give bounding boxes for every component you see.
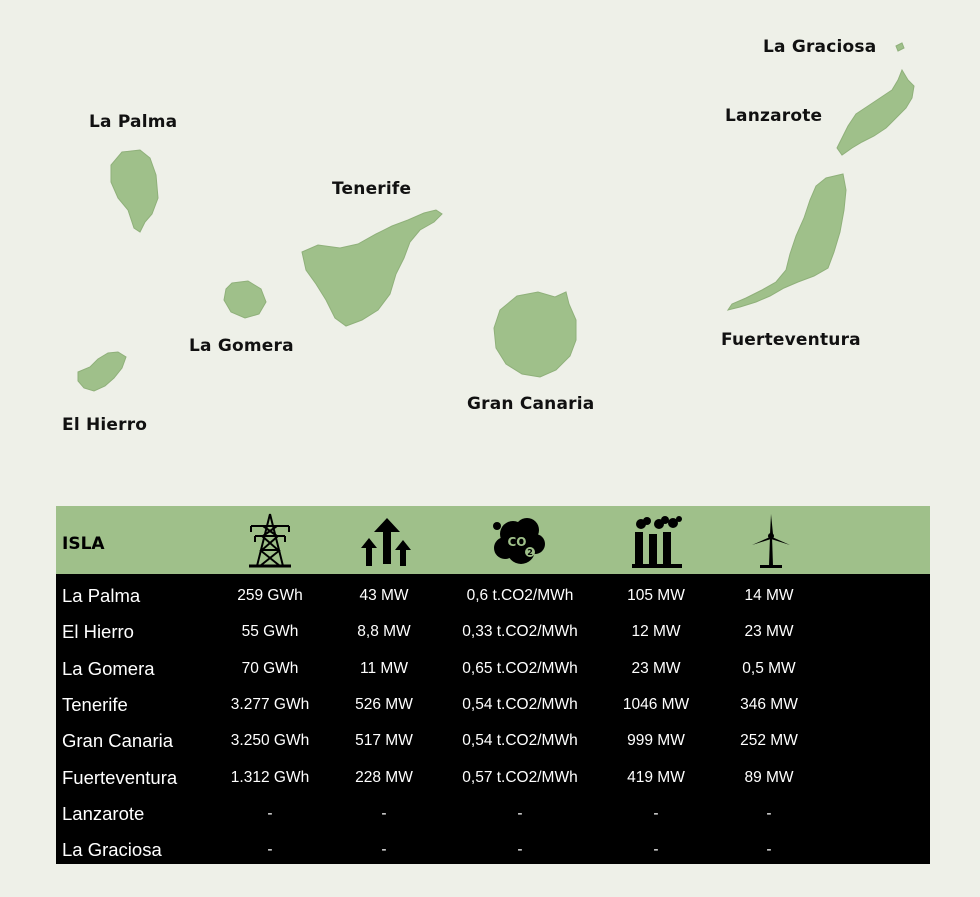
cell-eolica: 23 MW bbox=[744, 623, 794, 641]
cell-potencia: 11 MW bbox=[360, 659, 408, 677]
power-tower-icon bbox=[243, 512, 297, 568]
cell-termica: - bbox=[653, 841, 659, 859]
cell-eolica: - bbox=[766, 804, 772, 822]
cell-isla: El Hierro bbox=[62, 621, 134, 643]
cell-potencia: - bbox=[381, 841, 387, 859]
factory-icon bbox=[629, 512, 683, 568]
cell-eolica: 346 MW bbox=[740, 695, 798, 713]
header-isla: ISLA bbox=[62, 534, 105, 554]
cell-eolica: 0,5 MW bbox=[742, 659, 796, 677]
table-row bbox=[56, 796, 930, 832]
island-gran-canaria bbox=[494, 292, 576, 377]
energy-table bbox=[56, 506, 930, 864]
cell-emisiones: 0,54 t.CO2/MWh bbox=[462, 732, 578, 750]
cell-termica: 999 MW bbox=[627, 732, 685, 750]
island-la-graciosa bbox=[896, 43, 904, 51]
table-row bbox=[56, 687, 930, 723]
cell-termica: 12 MW bbox=[631, 623, 681, 641]
cell-emisiones: 0,65 t.CO2/MWh bbox=[462, 659, 578, 677]
svg-text:2: 2 bbox=[527, 548, 533, 557]
growth-arrows-icon bbox=[357, 512, 411, 568]
cell-emisiones: 0,6 t.CO2/MWh bbox=[466, 587, 574, 604]
cell-potencia: 43 MW bbox=[359, 587, 409, 604]
cell-energia: 70 GWh bbox=[241, 659, 299, 677]
cell-isla: La Gomera bbox=[62, 657, 155, 679]
cell-isla: Lanzarote bbox=[62, 802, 145, 824]
cell-eolica: 252 MW bbox=[740, 732, 798, 750]
cell-emisiones: 0,54 t.CO2/MWh bbox=[462, 695, 578, 713]
cell-energia: 3.250 GWh bbox=[230, 732, 310, 750]
table-header bbox=[56, 506, 930, 574]
cell-termica: 1046 MW bbox=[622, 695, 690, 713]
label-la-gomera: La Gomera bbox=[189, 336, 294, 356]
cell-eolica: 89 MW bbox=[744, 768, 794, 786]
cell-energia: 259 GWh bbox=[237, 587, 303, 604]
table-row bbox=[56, 832, 930, 868]
label-gran-canaria: Gran Canaria bbox=[467, 394, 595, 414]
label-tenerife: Tenerife bbox=[332, 179, 412, 199]
cell-isla: La Graciosa bbox=[62, 839, 162, 861]
cell-potencia: 526 MW bbox=[355, 695, 413, 713]
cell-potencia: - bbox=[381, 804, 387, 822]
label-lanzarote: Lanzarote bbox=[725, 106, 823, 126]
cell-emisiones: - bbox=[517, 841, 523, 859]
cell-isla: La Palma bbox=[62, 585, 141, 606]
cell-termica: 419 MW bbox=[627, 768, 685, 786]
cell-emisiones: - bbox=[517, 804, 523, 822]
label-la-palma: La Palma bbox=[89, 112, 178, 132]
island-lanzarote bbox=[837, 70, 914, 155]
cell-potencia: 517 MW bbox=[355, 732, 413, 750]
cell-energia: 3.277 GWh bbox=[230, 695, 310, 713]
cell-energia: 1.312 GWh bbox=[230, 768, 310, 786]
island-la-gomera bbox=[224, 281, 266, 318]
label-fuerteventura: Fuerteventura bbox=[721, 330, 861, 350]
cell-termica: - bbox=[653, 804, 659, 822]
table-row bbox=[56, 760, 930, 796]
cell-potencia: 8,8 MW bbox=[357, 623, 411, 641]
table-row bbox=[56, 614, 930, 650]
label-la-graciosa: La Graciosa bbox=[763, 37, 877, 57]
cell-potencia: 228 MW bbox=[355, 768, 413, 786]
cell-isla: Fuerteventura bbox=[62, 766, 178, 788]
cell-emisiones: 0,33 t.CO2/MWh bbox=[462, 623, 578, 641]
cell-energia: 55 GWh bbox=[241, 623, 299, 641]
table-row bbox=[56, 578, 930, 614]
cell-energia: - bbox=[267, 804, 273, 822]
cell-energia: - bbox=[267, 841, 273, 859]
label-el-hierro: El Hierro bbox=[62, 415, 148, 435]
cell-isla: Gran Canaria bbox=[62, 730, 174, 752]
cell-isla: Tenerife bbox=[62, 693, 128, 715]
island-tenerife bbox=[302, 210, 442, 326]
island-la-palma bbox=[111, 150, 158, 232]
co2-cloud-icon bbox=[491, 512, 545, 568]
cell-termica: 23 MW bbox=[631, 659, 681, 677]
wind-turbine-icon bbox=[744, 512, 798, 568]
island-el-hierro bbox=[78, 352, 126, 391]
cell-eolica: 14 MW bbox=[744, 587, 794, 604]
svg-text:CO: CO bbox=[507, 535, 527, 549]
cell-eolica: - bbox=[766, 841, 772, 859]
table-row bbox=[56, 723, 930, 759]
island-fuerteventura bbox=[728, 174, 846, 310]
cell-emisiones: 0,57 t.CO2/MWh bbox=[462, 768, 578, 786]
cell-termica: 105 MW bbox=[627, 587, 685, 604]
table-row bbox=[56, 651, 930, 687]
